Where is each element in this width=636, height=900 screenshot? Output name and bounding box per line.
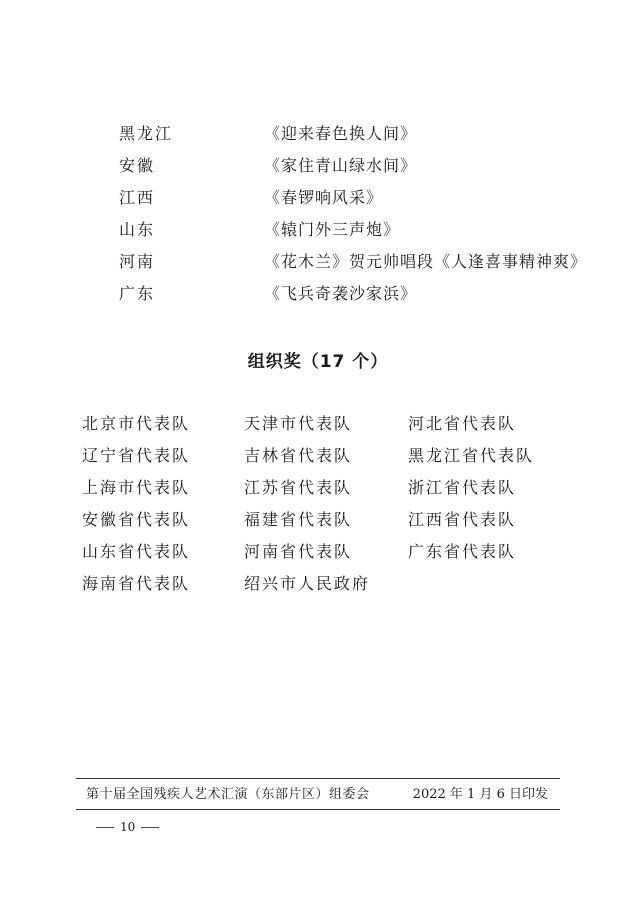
- org-entry: 吉林省代表队: [244, 446, 353, 465]
- org-entry: 河北省代表队: [408, 414, 517, 433]
- province-name: 安徽: [119, 156, 156, 175]
- org-entry: 河南省代表队: [244, 542, 353, 561]
- page-number-block: [90, 817, 165, 837]
- province-name: 黑龙江: [119, 124, 174, 143]
- org-entry: 浙江省代表队: [408, 478, 517, 497]
- org-entry: 北京市代表队: [82, 414, 191, 433]
- work-title: 《花木兰》贺元帅唱段《人逢喜事精神爽》: [264, 252, 588, 271]
- province-name: 广东: [119, 284, 156, 303]
- section-title: 组织奖（17 个）: [247, 352, 389, 372]
- footer-date: 2022 年 1 月 6 日印发: [412, 787, 548, 802]
- org-entry: 江西省代表队: [408, 510, 517, 529]
- province-name: 江西: [119, 188, 156, 207]
- org-entry: 上海市代表队: [82, 478, 191, 497]
- footer-organizer: 第十届全国残疾人艺术汇演（东部片区）组委会: [86, 787, 370, 802]
- page-number-dash-right: [141, 827, 159, 828]
- work-title: 《飞兵奇袭沙家浜》: [264, 284, 418, 303]
- province-name: 山东: [119, 220, 156, 239]
- work-title: 《辕门外三声炮》: [264, 220, 401, 239]
- org-entry: 海南省代表队: [82, 574, 191, 593]
- footer-top-rule: [76, 778, 560, 779]
- org-entry: 山东省代表队: [82, 542, 191, 561]
- org-entry: 黑龙江省代表队: [408, 446, 535, 465]
- page-number: 10: [120, 820, 136, 834]
- province-name: 河南: [119, 252, 156, 271]
- page-number-dash-left: [96, 827, 114, 828]
- work-title: 《春锣响风采》: [264, 188, 384, 207]
- org-entry: 安徽省代表队: [82, 510, 191, 529]
- org-entry: 福建省代表队: [244, 510, 353, 529]
- org-entry: 广东省代表队: [408, 542, 517, 561]
- footer-bottom-rule: [76, 809, 560, 810]
- work-title: 《迎来春色换人间》: [264, 124, 418, 143]
- footer-imprint: [76, 783, 560, 807]
- org-entry: 天津市代表队: [244, 414, 353, 433]
- work-title: 《家住青山绿水间》: [264, 156, 418, 175]
- org-entry: 辽宁省代表队: [82, 446, 191, 465]
- org-entry: 绍兴市人民政府: [244, 574, 371, 593]
- org-entry: 江苏省代表队: [244, 478, 353, 497]
